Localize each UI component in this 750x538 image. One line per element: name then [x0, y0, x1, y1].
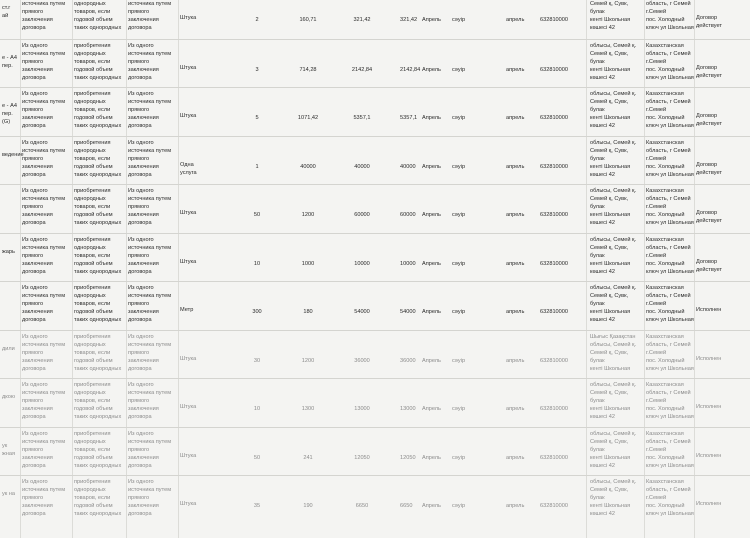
cell-month: апрель — [506, 115, 525, 121]
table-row — [0, 136, 750, 184]
cell-month-ru: Апрель — [422, 406, 441, 412]
cell-procurement-basis: приобретения однородных товаров, если годовой объем таких однородных — [74, 333, 122, 372]
cell-delivery-address-ru: Казахстанская область, г Семей г.Семей пос. Холодный ключ ул Школьная — [646, 430, 694, 469]
cell-quantity: 3 — [255, 66, 259, 73]
cell-delivery-address-ru: Казахстанская область, г Семей г.Семей пос. Холодный ключ ул Школьная — [646, 139, 694, 178]
cell-delivery-address-kz: облысы, Семей қ. Семей қ, Сувк, булак кенті Школьная көшесі 42 — [590, 382, 637, 420]
cell-unit-price: 714,28 — [299, 66, 317, 73]
cell-month: апрель — [506, 503, 525, 509]
cell-procurement-basis: приобретения однородных товаров, если годовой объем таких однородных — [74, 91, 122, 129]
cell-amount: 6650 — [355, 503, 369, 509]
table-row — [0, 281, 750, 329]
cell-item-name: дкою — [2, 394, 16, 400]
cell-total: 10000 — [400, 260, 416, 267]
cell-procurement-type: Из одного источника путем прямого заключения договора — [128, 333, 172, 372]
cell-delivery-address-ru: Казахстанская область, г Семей г.Семей пос. Холодный ключ ул Школьная — [646, 91, 694, 129]
cell-unit-price: 1000 — [301, 260, 315, 267]
cell-delivery-address-kz: облысы, Семей қ. Семей қ, Сувк, булак кенті Школьная көшесі 42 — [590, 139, 637, 178]
cell-month-kz: сәуір — [452, 115, 466, 121]
cell-unit: Штука — [180, 113, 197, 119]
cell-procurement-type: источника путем прямого заключения договора — [128, 1, 172, 31]
cell-procurement-type: Из одного источника путем прямого заключения договора — [128, 42, 172, 81]
table-row — [0, 0, 750, 37]
cell-delivery-address-kz: Шығыс Қазақстан облысы, Семей қ. Семей қ, Сувк, булак кенті Школьная — [590, 333, 637, 372]
cell-amount: 60000 — [354, 212, 370, 218]
cell-month-kz: сәуір — [452, 163, 466, 170]
cell-month: апрель — [506, 454, 525, 461]
cell-procurement-basis: приобретения однородных товаров, если годовой объем таких однородных — [74, 430, 122, 469]
cell-amount: 13000 — [354, 406, 370, 412]
cell-item-name: е - А4 пер. (G) — [2, 103, 17, 125]
cell-total: 36000 — [400, 357, 416, 364]
cell-unit-price: 1200 — [301, 212, 315, 218]
cell-status: Договор действует — [696, 64, 722, 79]
cell-unit: Штука — [180, 258, 197, 265]
cell-total: 40000 — [400, 163, 416, 170]
cell-unit-price: 1300 — [301, 406, 315, 412]
cell-quantity: 1 — [255, 163, 259, 170]
cell-month-ru: Апрель — [422, 454, 441, 461]
cell-month-ru: Апрель — [422, 17, 441, 23]
cell-procurement-basis: приобретения однородных товаров, если годовой объем таких однородных — [74, 479, 122, 517]
cell-procurement-type: Из одного источника путем прямого заключения договора — [128, 91, 172, 129]
cell-month-ru: Апрель — [422, 212, 441, 218]
table-row — [0, 39, 750, 87]
cell-delivery-address-ru: Казахстанская область, г Семей г.Семей пос. Холодный ключ ул Школьная — [646, 285, 694, 323]
cell-month: апрель — [506, 260, 525, 267]
cell-amount: 10000 — [354, 260, 370, 267]
cell-month-kz: сәуір — [452, 357, 466, 364]
cell-procurement-type: Из одного источника путем прямого заключения договора — [128, 236, 172, 275]
cell-procurement-method: Из одного источника путем прямого заключения договора — [22, 236, 66, 275]
cell-quantity: 30 — [253, 357, 261, 364]
cell-item-name: ст.г ай — [2, 5, 11, 19]
cell-total: 12050 — [400, 454, 416, 461]
cell-total: 60000 — [400, 212, 416, 218]
cell-month: апрель — [506, 66, 525, 73]
cell-month-kz: сәуір — [452, 406, 466, 412]
cell-procurement-basis: однородных товаров, если годовой объем таких однородных — [74, 1, 122, 31]
cell-total: 6650 — [400, 503, 413, 509]
cell-month: апрель — [506, 357, 525, 364]
cell-delivery-address-kz: облысы, Семей қ. Семей қ, Сувк, булак кенті Школьная көшесі 42 — [590, 91, 637, 129]
cell-unit: Штука — [180, 64, 197, 71]
cell-unit: Одна услуга — [180, 161, 197, 176]
cell-procurement-type: Из одного источника путем прямого заключения договора — [128, 188, 172, 226]
cell-procurement-method: источника путем прямого заключения договора — [22, 1, 66, 31]
cell-procurement-method: Из одного источника путем прямого заключения договора — [22, 42, 66, 81]
cell-unit: Штука — [180, 501, 197, 507]
cell-delivery-address-ru: Казахстанская область, г Семей г.Семей пос. Холодный ключ ул Школьная — [646, 333, 694, 372]
cell-item-name: ук жная — [2, 442, 15, 457]
cell-procurement-type: Из одного источника путем прямого заключения договора — [128, 430, 172, 469]
cell-month-kz: сәуір — [452, 17, 466, 23]
cell-amount: 36000 — [354, 357, 370, 364]
cell-kato-code: 632810000 — [540, 66, 568, 73]
cell-total: 321,42 — [400, 17, 418, 23]
cell-month-kz: сәуір — [452, 212, 466, 218]
cell-total: 13000 — [400, 406, 416, 412]
table-row — [0, 330, 750, 378]
cell-unit-price: 180 — [303, 309, 313, 315]
cell-delivery-address-ru: Казахстанская область, г Семей г.Семей пос. Холодный ключ ул Школьная — [646, 236, 694, 275]
cell-procurement-method: Из одного источника путем прямого заключения договора — [22, 188, 66, 226]
cell-procurement-basis: приобретения однородных товаров, если годовой объем таких однородных — [74, 42, 122, 81]
cell-unit-price: 190 — [303, 503, 313, 509]
cell-amount: 12050 — [354, 454, 370, 461]
cell-kato-code: 632810000 — [540, 115, 568, 121]
cell-unit-price: 241 — [303, 454, 313, 461]
cell-kato-code: 632810000 — [540, 503, 568, 509]
cell-kato-code: 632810000 — [540, 163, 568, 170]
cell-procurement-method: Из одного источника путем прямого заключения договора — [22, 285, 66, 323]
table-row — [0, 233, 750, 281]
cell-procurement-basis: приобретения однородных товаров, если годовой объем таких однородных — [74, 382, 122, 420]
cell-delivery-address-kz: облысы, Семей қ. Семей қ, Сувк, булак кенті Школьная көшесі 42 — [590, 188, 637, 226]
cell-month: апрель — [506, 17, 525, 23]
cell-status: Исполнен — [696, 404, 722, 410]
cell-delivery-address-ru: Казахстанская область, г Семей г.Семей пос. Холодный ключ ул Школьная — [646, 188, 694, 226]
cell-item-name: жарь — [2, 248, 15, 255]
cell-amount: 40000 — [354, 163, 370, 170]
cell-quantity: 10 — [253, 260, 261, 267]
cell-month-ru: Апрель — [422, 309, 441, 315]
cell-procurement-basis: приобретения однородных товаров, если годовой объем таких однородных — [74, 188, 122, 226]
cell-item-name: е - А4 пер. — [2, 54, 17, 69]
cell-delivery-address-kz: облысы, Семей қ. Семей қ, Сувк, булак кенті Школьная көшесі 42 — [590, 285, 637, 323]
cell-month-kz: сәуір — [452, 260, 466, 267]
cell-status: Договор действует — [696, 210, 722, 224]
cell-total: 5357,1 — [400, 115, 418, 121]
cell-kato-code: 632810000 — [540, 309, 568, 315]
cell-status: Исполнен — [696, 452, 722, 459]
table-row — [0, 427, 750, 475]
cell-month-ru: Апрель — [422, 115, 441, 121]
cell-kato-code: 632810000 — [540, 406, 568, 412]
cell-month-kz: сәуір — [452, 66, 466, 73]
cell-status: Исполнен — [696, 307, 722, 313]
cell-quantity: 50 — [253, 212, 261, 218]
cell-unit: Штука — [180, 15, 197, 21]
cell-month-ru: Апрель — [422, 260, 441, 267]
cell-month: апрель — [506, 212, 525, 218]
cell-kato-code: 632810000 — [540, 454, 568, 461]
cell-delivery-address-kz: облысы, Семей қ. Семей қ, Сувк, булак кенті Школьная көшесі 42 — [590, 236, 637, 275]
cell-delivery-address-ru: область, г Семей г.Семей пос. Холодный ключ ул Школьная — [646, 1, 694, 31]
cell-delivery-address-ru: Казахстанская область, г Семей г.Семей пос. Холодный ключ ул Школьная — [646, 479, 694, 517]
cell-unit: Штука — [180, 355, 197, 362]
cell-kato-code: 632810000 — [540, 17, 568, 23]
cell-delivery-address-ru: Казахстанская область, г Семей г.Семей пос. Холодный ключ ул Школьная — [646, 382, 694, 420]
cell-procurement-method: Из одного источника путем прямого заключения договора — [22, 91, 66, 129]
table-row — [0, 184, 750, 232]
cell-procurement-basis: приобретения однородных товаров, если годовой объем таких однородных — [74, 139, 122, 178]
cell-total: 2142,84 — [400, 66, 421, 73]
cell-procurement-method: Из одного источника путем прямого заключения договора — [22, 479, 66, 517]
cell-procurement-type: Из одного источника путем прямого заключения договора — [128, 139, 172, 178]
cell-month-kz: сәуір — [452, 454, 466, 461]
cell-delivery-address-kz: облысы, Семей қ. Семей қ, Сувк, булак кенті Школьная көшесі 42 — [590, 430, 637, 469]
cell-kato-code: 632810000 — [540, 357, 568, 364]
cell-unit-price: 40000 — [300, 163, 316, 170]
cell-delivery-address-kz: Семей қ, Сувк, булак кенті Школьная көшесі 42 — [590, 1, 631, 31]
cell-procurement-basis: приобретения однородных товаров, если годовой объем таких однородных — [74, 285, 122, 323]
cell-unit: Метр — [180, 307, 194, 313]
cell-unit: Штука — [180, 210, 197, 216]
cell-amount: 2142,84 — [351, 66, 373, 73]
cell-amount: 54000 — [354, 309, 370, 315]
cell-amount: 5357,1 — [353, 115, 371, 121]
cell-quantity: 35 — [253, 503, 261, 509]
cell-procurement-type: Из одного источника путем прямого заключения договора — [128, 479, 172, 517]
cell-month-ru: Апрель — [422, 66, 441, 73]
cell-month-kz: сәуір — [452, 309, 466, 315]
cell-quantity: 50 — [253, 454, 261, 461]
cell-unit: Штука — [180, 452, 197, 459]
cell-delivery-address-ru: Казахстанская область, г Семей г.Семей пос. Холодный ключ ул Школьная — [646, 42, 694, 81]
cell-month: апрель — [506, 309, 525, 315]
cell-status: Договор действует — [696, 113, 722, 127]
cell-month-ru: Апрель — [422, 163, 441, 170]
cell-status: Исполнен — [696, 355, 722, 362]
cell-unit-price: 1071,42 — [297, 115, 319, 121]
cell-status: Договор действует — [696, 15, 722, 29]
cell-quantity: 2 — [255, 17, 259, 23]
table-row — [0, 475, 750, 523]
cell-month-ru: Апрель — [422, 357, 441, 364]
table-row — [0, 87, 750, 135]
cell-status: Исполнен — [696, 501, 722, 507]
cell-item-name: ук на — [2, 491, 15, 497]
cell-kato-code: 632810000 — [540, 212, 568, 218]
cell-procurement-method: Из одного источника путем прямого заключения договора — [22, 333, 66, 372]
cell-month: апрель — [506, 406, 525, 412]
table-row — [0, 378, 750, 426]
cell-procurement-type: Из одного источника путем прямого заключения договора — [128, 285, 172, 323]
cell-status: Договор действует — [696, 161, 722, 176]
cell-month-kz: сәуір — [452, 503, 466, 509]
cell-quantity: 5 — [255, 115, 259, 121]
cell-procurement-basis: приобретения однородных товаров, если годовой объем таких однородных — [74, 236, 122, 275]
cell-status: Договор действует — [696, 258, 722, 273]
cell-total: 54000 — [400, 309, 416, 315]
cell-unit: Штука — [180, 404, 197, 410]
cell-procurement-method: Из одного источника путем прямого заключения договора — [22, 139, 66, 178]
cell-delivery-address-kz: облысы, Семей қ. Семей қ, Сувк, булак кенті Школьная көшесі 42 — [590, 479, 637, 517]
cell-month-ru: Апрель — [422, 503, 441, 509]
cell-item-name: ведение — [2, 151, 24, 158]
cell-unit-price: 1200 — [301, 357, 315, 364]
cell-item-name: дили — [2, 345, 15, 352]
cell-procurement-method: Из одного источника путем прямого заключения договора — [22, 430, 66, 469]
cell-amount: 321,42 — [353, 17, 371, 23]
cell-quantity: 300 — [252, 309, 262, 315]
cell-kato-code: 632810000 — [540, 260, 568, 267]
cell-delivery-address-kz: облысы, Семей қ. Семей қ, Сувк, булак кенті Школьная көшесі 42 — [590, 42, 637, 81]
cell-unit-price: 160,71 — [299, 17, 317, 23]
cell-procurement-type: Из одного источника путем прямого заключения договора — [128, 382, 172, 420]
cell-quantity: 10 — [253, 406, 261, 412]
cell-month: апрель — [506, 163, 525, 170]
cell-procurement-method: Из одного источника путем прямого заключения договора — [22, 382, 66, 420]
